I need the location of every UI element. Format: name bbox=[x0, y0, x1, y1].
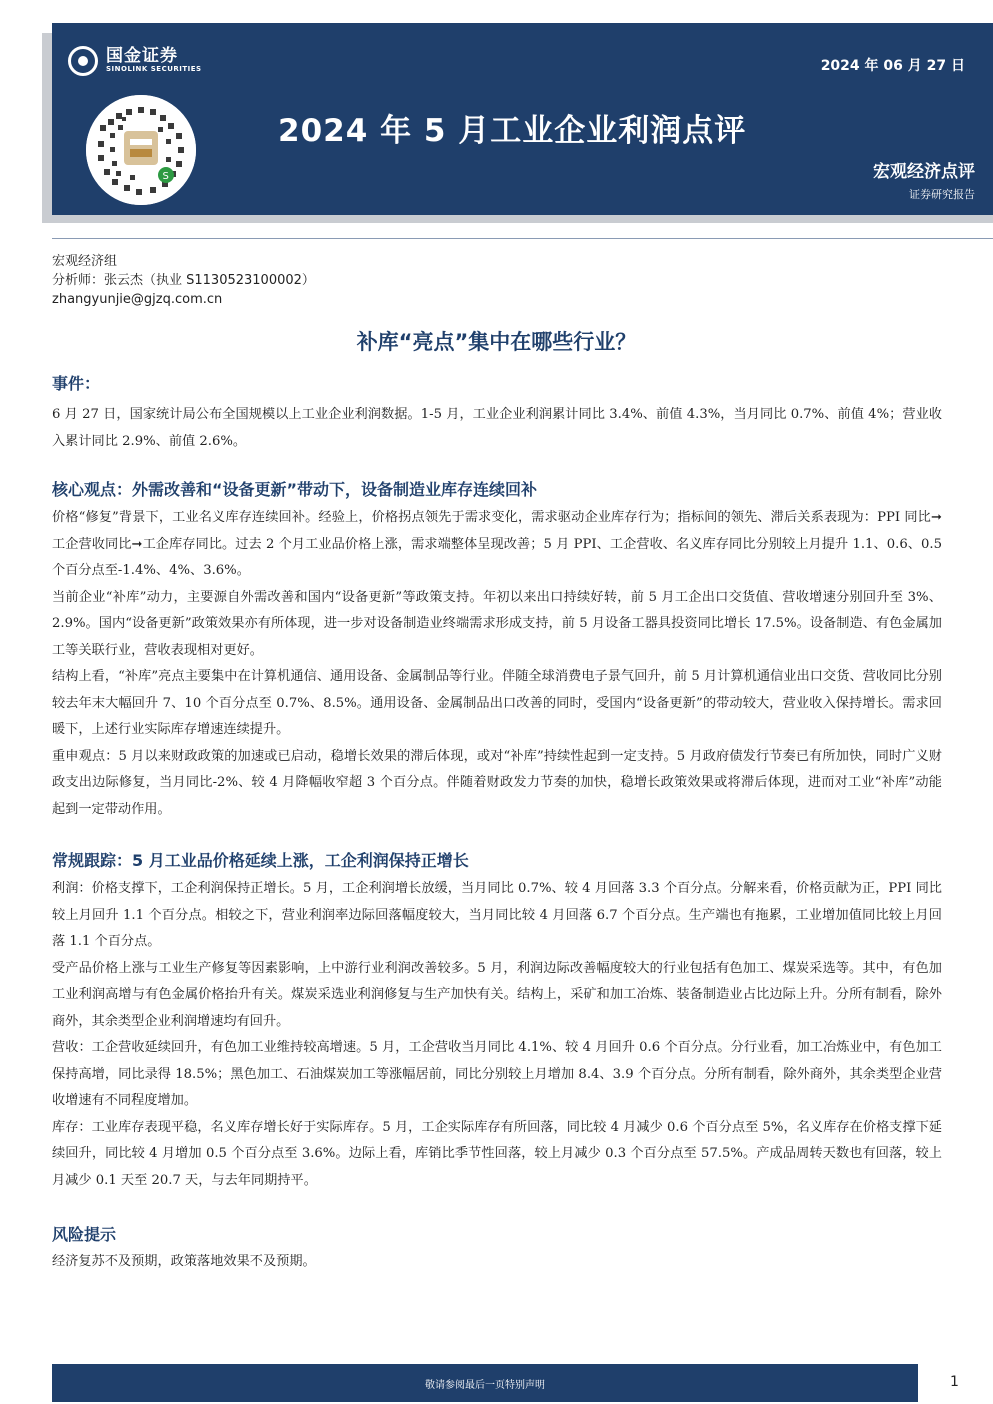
analyst-group: 宏观经济组 bbox=[52, 254, 118, 269]
section-title: 风险提示 bbox=[52, 1225, 117, 1244]
logo-mark-icon bbox=[68, 46, 98, 76]
paragraph: 利润：价格支撑下，工企利润保持正增长。5 月，工企利润增长放缓，当月同比 0.7%、较 4 月回落 3.3 个百分点。分解来看，价格贡献为正，PPI 同比较上月回升 1.1 个百分点。相较之下，营业利润率边际回落幅度较大，当月同比较 4 月回落 6.7 个百分点。生产端也有拖累，工业增加值同比较上月回落 1.1 个百分点。 bbox=[52, 881, 942, 949]
page-number: 1 bbox=[950, 1374, 959, 1390]
paragraph: 受产品价格上涨与工业生产修复等因素影响，上中游行业利润改善较多。5 月，利润边际改善幅度较大的行业包括有色加工、煤炭采选等。其中，有色加工业利润高增与有色金属价格抬升有关。煤炭采选业利润修复与生产加快有关。结构上，采矿和加工冶炼、装备制造业占比边际上升。分所有制看，除外商外，其余类型企业利润增速均有回升。 bbox=[52, 960, 942, 1029]
section-title: 核心观点：外需改善和“设备更新”带动下，设备制造业库存连续回补 bbox=[52, 480, 538, 499]
paragraph: 营收：工企营收延续回升，有色加工业维持较高增速。5 月，工企营收当月同比 4.1%、较 4 月回升 0.6 个百分点。分行业看，加工冶炼业中，有色加工保持高增，同比录得 18.5%；黑色加工、石油煤炭加工等涨幅居前，同比分别较上月增加 8.4、3.9 个百分点。分所有制看，除外商外，其余类型企业营收增速有不同程度增加。 bbox=[52, 1040, 942, 1108]
company-logo bbox=[68, 43, 202, 79]
header-banner bbox=[52, 23, 993, 215]
section-title: 常规跟踪：5 月工业品价格延续上涨，工企利润保持正增长 bbox=[52, 851, 469, 870]
analyst-info bbox=[52, 252, 315, 309]
paragraph: 结构上看，“补库”亮点主要集中在计算机通信、通用设备、金属制品等行业。伴随全球消费电子景气回升，前 5 月计算机通信业出口交货、营收同比分别较去年末大幅回升 7、10 个百分点至 0.7%、8.5%。通用设备、金属制品出口改善的同时，受国内“设备更新”的带动较大，营业收入保持增长。需求回暖下，上述行业实际库存增速连续提升。 bbox=[52, 669, 942, 737]
section-tracking bbox=[52, 848, 942, 1194]
analyst-email[interactable]: zhangyunjie@gjzq.com.cn bbox=[52, 292, 223, 307]
report-type: 宏观经济点评 bbox=[873, 162, 975, 182]
paragraph: 经济复苏不及预期，政策落地效果不及预期。 bbox=[52, 1254, 316, 1269]
footer-bar bbox=[52, 1364, 918, 1402]
report-subtype: 证券研究报告 bbox=[909, 188, 975, 201]
report-title: 2024 年 5 月工业企业利润点评 bbox=[278, 113, 747, 149]
paragraph: 库存：工业库存表现平稳，名义库存增长好于实际库存。5 月，工企实际库存有所回落，同比较 4 月减少 0.6 个百分点至 5%，名义库存在价格支撑下延续回升，同比较 4 月增加 0.5 个百分点至 3.6%。边际上看，库销比季节性回落，较上月减少 0.3 个百分点至 57.5%。产成品周转天数也有回落，较上月减少 0.1 天至 20.7 天，与去年同期持平。 bbox=[52, 1119, 942, 1188]
qr-code-icon[interactable] bbox=[86, 95, 196, 205]
article-headline: 补库“亮点”集中在哪些行业？ bbox=[356, 330, 637, 354]
paragraph: 当前企业“补库”动力，主要源自外需改善和国内“设备更新”等政策支持。年初以来出口持续好转，前 5 月工企出口交货值、营收增速分别回升至 3%、2.9%。国内“设备更新”政策效果亦有所体现，进一步对设备制造业终端需求形成支持，前 5 月设备工器具投资同比增长 17.5%。设备制造、有色金属加工等关联行业，营收表现相对更好。 bbox=[52, 589, 942, 658]
header-divider bbox=[52, 238, 993, 239]
report-date: 2024 年 06 月 27 日 bbox=[820, 58, 965, 74]
analyst-name: 分析师：张云杰（执业 S1130523100002） bbox=[52, 273, 315, 288]
section-core-view bbox=[52, 477, 942, 823]
paragraph: 重申观点：5 月以来财政政策的加速或已启动，稳增长效果的滞后体现，或对“补库”持续性起到一定支持。5 月政府债发行节奏已有所加快，同时广义财政支出边际修复，当月同比-2%、较 4 月降幅收窄超 3 个百分点。伴随着财政发力节奏的加快，稳增长政策效果或将滞后体现，进而对工业“补库”动能起到一定带动作用。 bbox=[52, 748, 942, 817]
section-title: 事件： bbox=[52, 374, 101, 393]
footer-disclaimer: 敬请参阅最后一页特别声明 bbox=[425, 1380, 545, 1391]
svg-text:S: S bbox=[162, 171, 169, 182]
paragraph: 价格“修复”背景下，工业名义库存连续回补。经验上，价格拐点领先于需求变化，需求驱动企业库存行为；指标间的领先、滞后关系表现为：PPI 同比➞工企营收同比➞工企库存同比。过去 2 个月工业品价格上涨，需求端整体呈现改善；5 月 PPI、工企营收、名义库存同比分别较上月提升 1.1、0.6、0.5 个百分点至-1.4%、4%、3.6%。 bbox=[52, 510, 942, 578]
section-event bbox=[52, 371, 942, 455]
paragraph: 6 月 27 日，国家统计局公布全国规模以上工业企业利润数据。1-5 月，工业企业利润累计同比 3.4%、前值 4.3%，当月同比 0.7%、前值 4%；营业收入累计同比 2.9%、前值 2.6%。 bbox=[52, 407, 942, 449]
section-risk bbox=[52, 1222, 942, 1276]
logo-cn: 国金证券 bbox=[106, 46, 178, 67]
logo-en: SINOLINK SECURITIES bbox=[106, 65, 202, 74]
